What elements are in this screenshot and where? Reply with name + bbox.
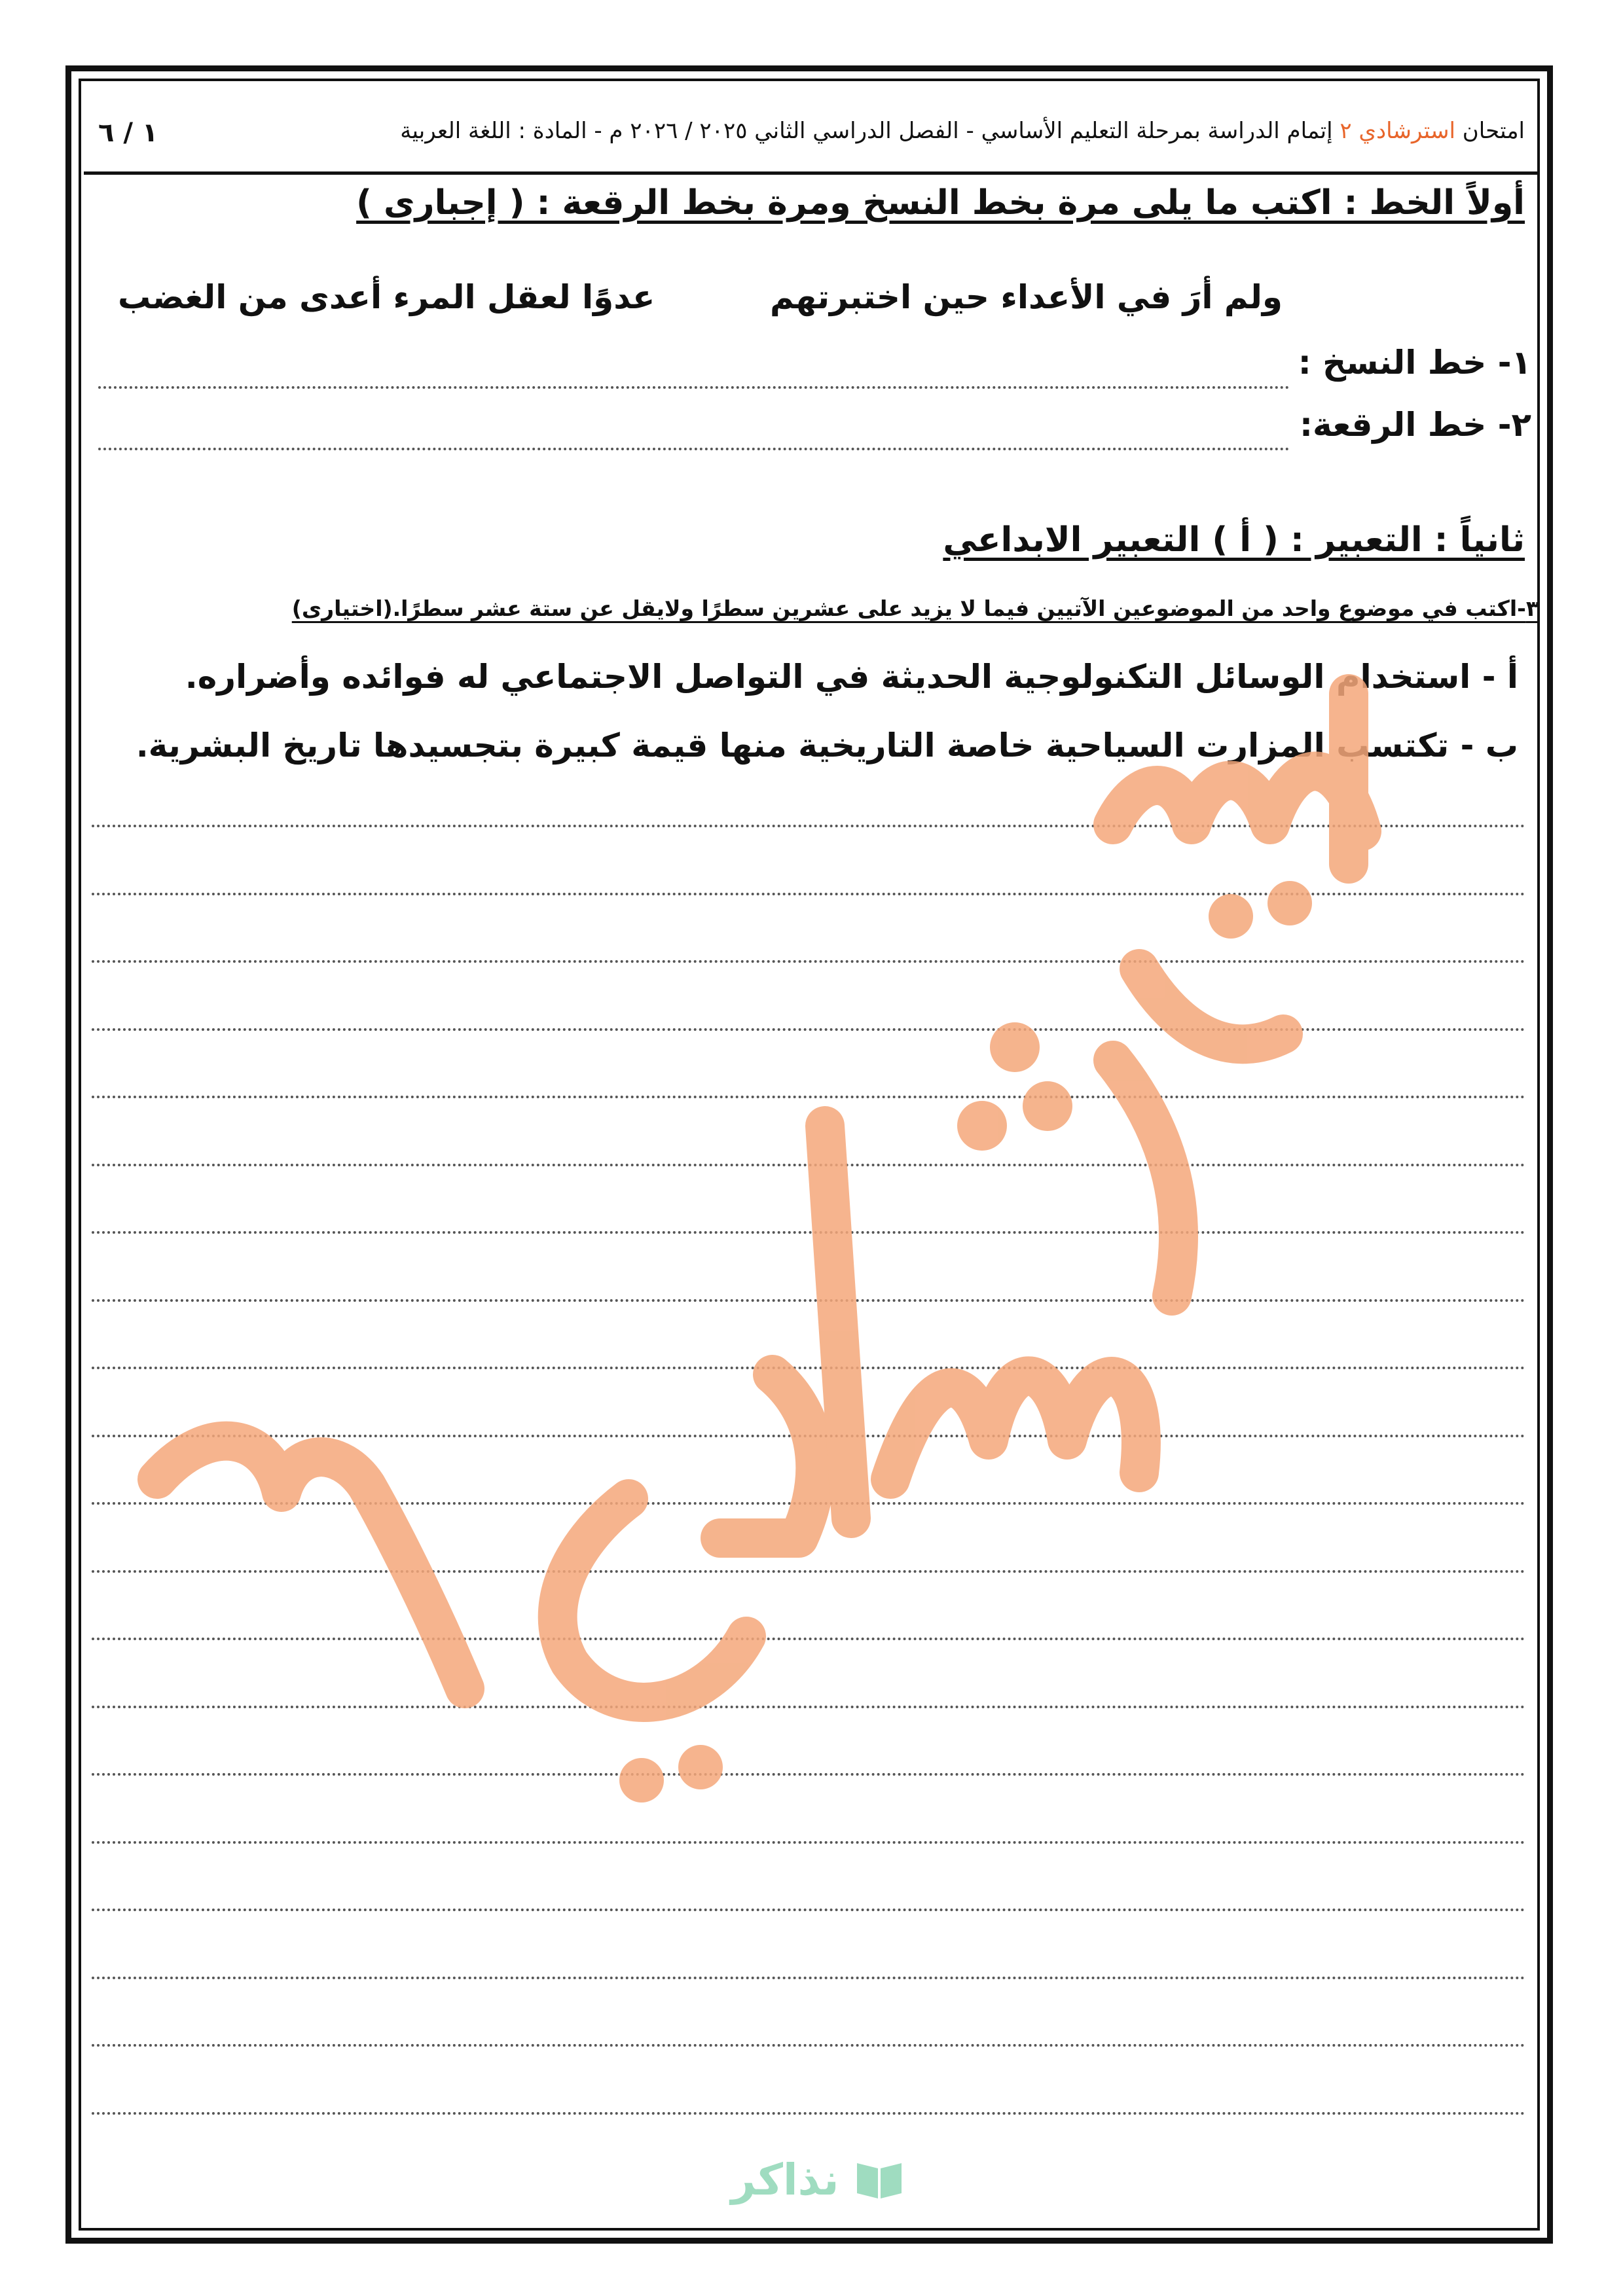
answer-line[interactable] [92, 825, 1525, 827]
answer-line[interactable] [92, 1502, 1525, 1505]
footer-brand [707, 2147, 930, 2212]
section1-title: أولاً الخط : اكتب ما يلى مرة بخط النسخ ومرة بخط الرقعة : ( إجبارى ) [356, 183, 1525, 223]
answer-line[interactable] [92, 1570, 1525, 1573]
answer-line[interactable] [92, 1773, 1525, 1776]
answer-line[interactable] [92, 1231, 1525, 1234]
header-rest: إتمام الدراسة بمرحلة التعليم الأساسي - الفصل الدراسي الثاني ٢٠٢٥ / ٢٠٢٦ م - المادة : اللغة العربية [400, 118, 1333, 144]
answer-line[interactable] [92, 1977, 1525, 1979]
ruqaa-writing-line[interactable] [98, 448, 1290, 450]
exam-header [400, 118, 1525, 144]
answer-line[interactable] [92, 1638, 1525, 1640]
ruqaa-label: ٢- خط الرقعة: [1300, 406, 1531, 444]
header-rule [84, 171, 1539, 175]
answer-line[interactable] [92, 1367, 1525, 1369]
answer-line[interactable] [92, 1164, 1525, 1166]
header-accent: استرشادي ٢ [1340, 118, 1455, 144]
answer-line[interactable] [92, 960, 1525, 963]
answer-line[interactable] [92, 2112, 1525, 2115]
answer-line[interactable] [92, 2044, 1525, 2047]
answer-line[interactable] [92, 1435, 1525, 1437]
answer-line[interactable] [92, 893, 1525, 895]
naskh-label: ١- خط النسخ : [1298, 344, 1531, 382]
page-number: ١ / ٦ [98, 118, 158, 148]
footer-brand-text: نذاكر [731, 2154, 839, 2205]
answer-line[interactable] [92, 1096, 1525, 1098]
answer-line[interactable] [92, 1706, 1525, 1708]
composition-instruction: ٣-اكتب في موضوع واحد من الموضوعين الآتيين فيما لا يزيد على عشرين سطرًا ولايقل عن ستة عشر سطرًا.(اختيارى) [291, 596, 1539, 621]
topic-a: أ - استخدام الوسائل التكنولوجية الحديثة في التواصل الاجتماعي له فوائده وأضراره. [185, 658, 1518, 696]
answer-line[interactable] [92, 1028, 1525, 1031]
verse-first-hemistich: ولم أرَ في الأعداء حين اختبرتهم [770, 278, 1283, 316]
section2-title: ثانياً : التعبير : ( أ ) التعبير الابداعي [943, 520, 1525, 560]
verse-second-hemistich: عدوًا لعقل المرء أعدى من الغضب [118, 278, 655, 316]
answer-line[interactable] [92, 1909, 1525, 1911]
answer-line[interactable] [92, 1299, 1525, 1302]
topic-b: ب - تكتسب المزارت السياحية خاصة التاريخية منها قيمة كبيرة بتجسيدها تاريخ البشرية. [136, 726, 1518, 764]
page-border-inner [79, 79, 1540, 2231]
book-icon [853, 2157, 905, 2202]
answer-line[interactable] [92, 1841, 1525, 1844]
header-prefix: امتحان [1462, 118, 1525, 144]
naskh-writing-line[interactable] [98, 386, 1290, 389]
